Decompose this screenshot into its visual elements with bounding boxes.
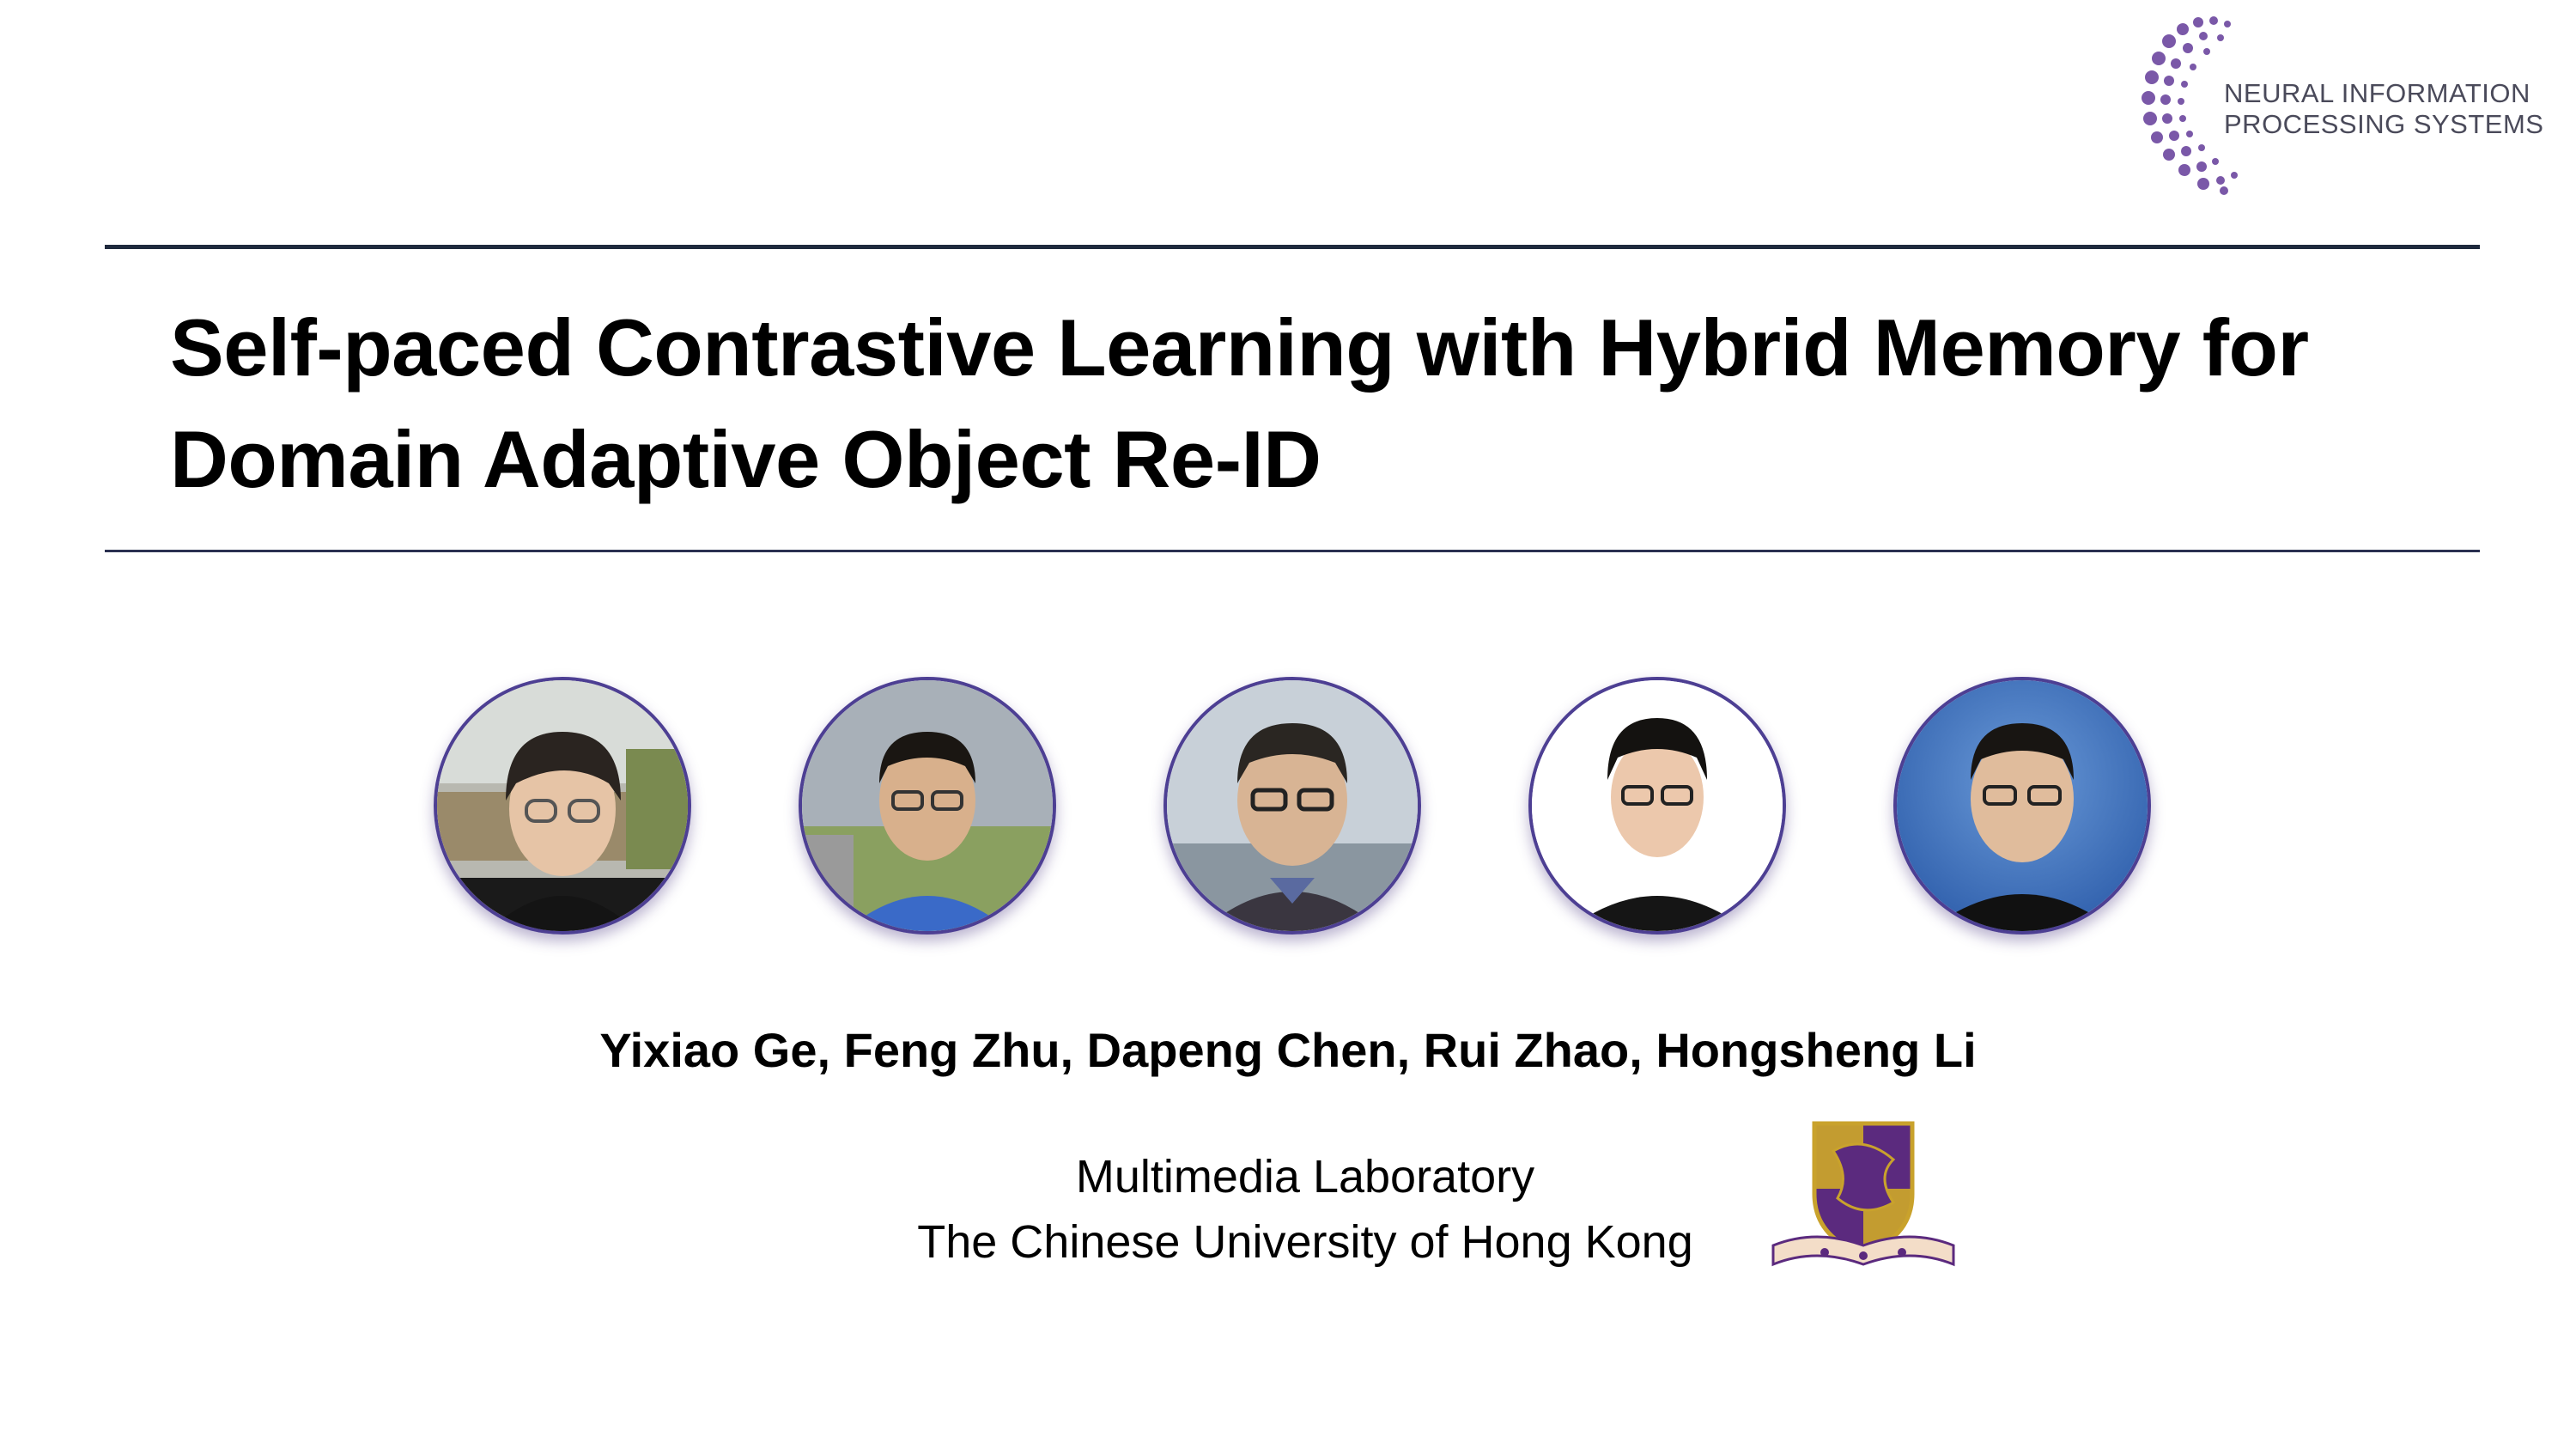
avatar-author-1 (434, 677, 691, 935)
logo-line-1: NEURAL INFORMATION (2224, 78, 2530, 108)
bottom-divider (105, 550, 2480, 552)
page-title (170, 292, 2488, 515)
neurips-wordmark (2224, 78, 2543, 140)
avatar-author-4 (1528, 677, 1786, 935)
avatar-author-5 (1893, 677, 2151, 935)
title-line-2: Domain Adaptive Object Re-ID (170, 414, 1321, 504)
top-divider (105, 245, 2480, 249)
title-line-1: Self-paced Contrastive Learning with Hybrid Memory for (170, 302, 2309, 393)
affiliation-university: The Chinese University of Hong Kong (917, 1216, 1693, 1268)
cuhk-crest-logo (1765, 1117, 1962, 1275)
logo-line-2: PROCESSING SYSTEMS (2224, 109, 2544, 139)
avatar-author-3 (1163, 677, 1421, 935)
avatar-author-2 (799, 677, 1056, 935)
neurips-logo (2138, 15, 2567, 204)
crest-icon (1765, 1117, 1962, 1275)
author-list: Yixiao Ge, Feng Zhu, Dapeng Chen, Rui Zhao, Hongsheng Li (599, 1023, 1977, 1077)
affiliation-lab: Multimedia Laboratory (1075, 1151, 1535, 1202)
affiliation (859, 1144, 1752, 1275)
